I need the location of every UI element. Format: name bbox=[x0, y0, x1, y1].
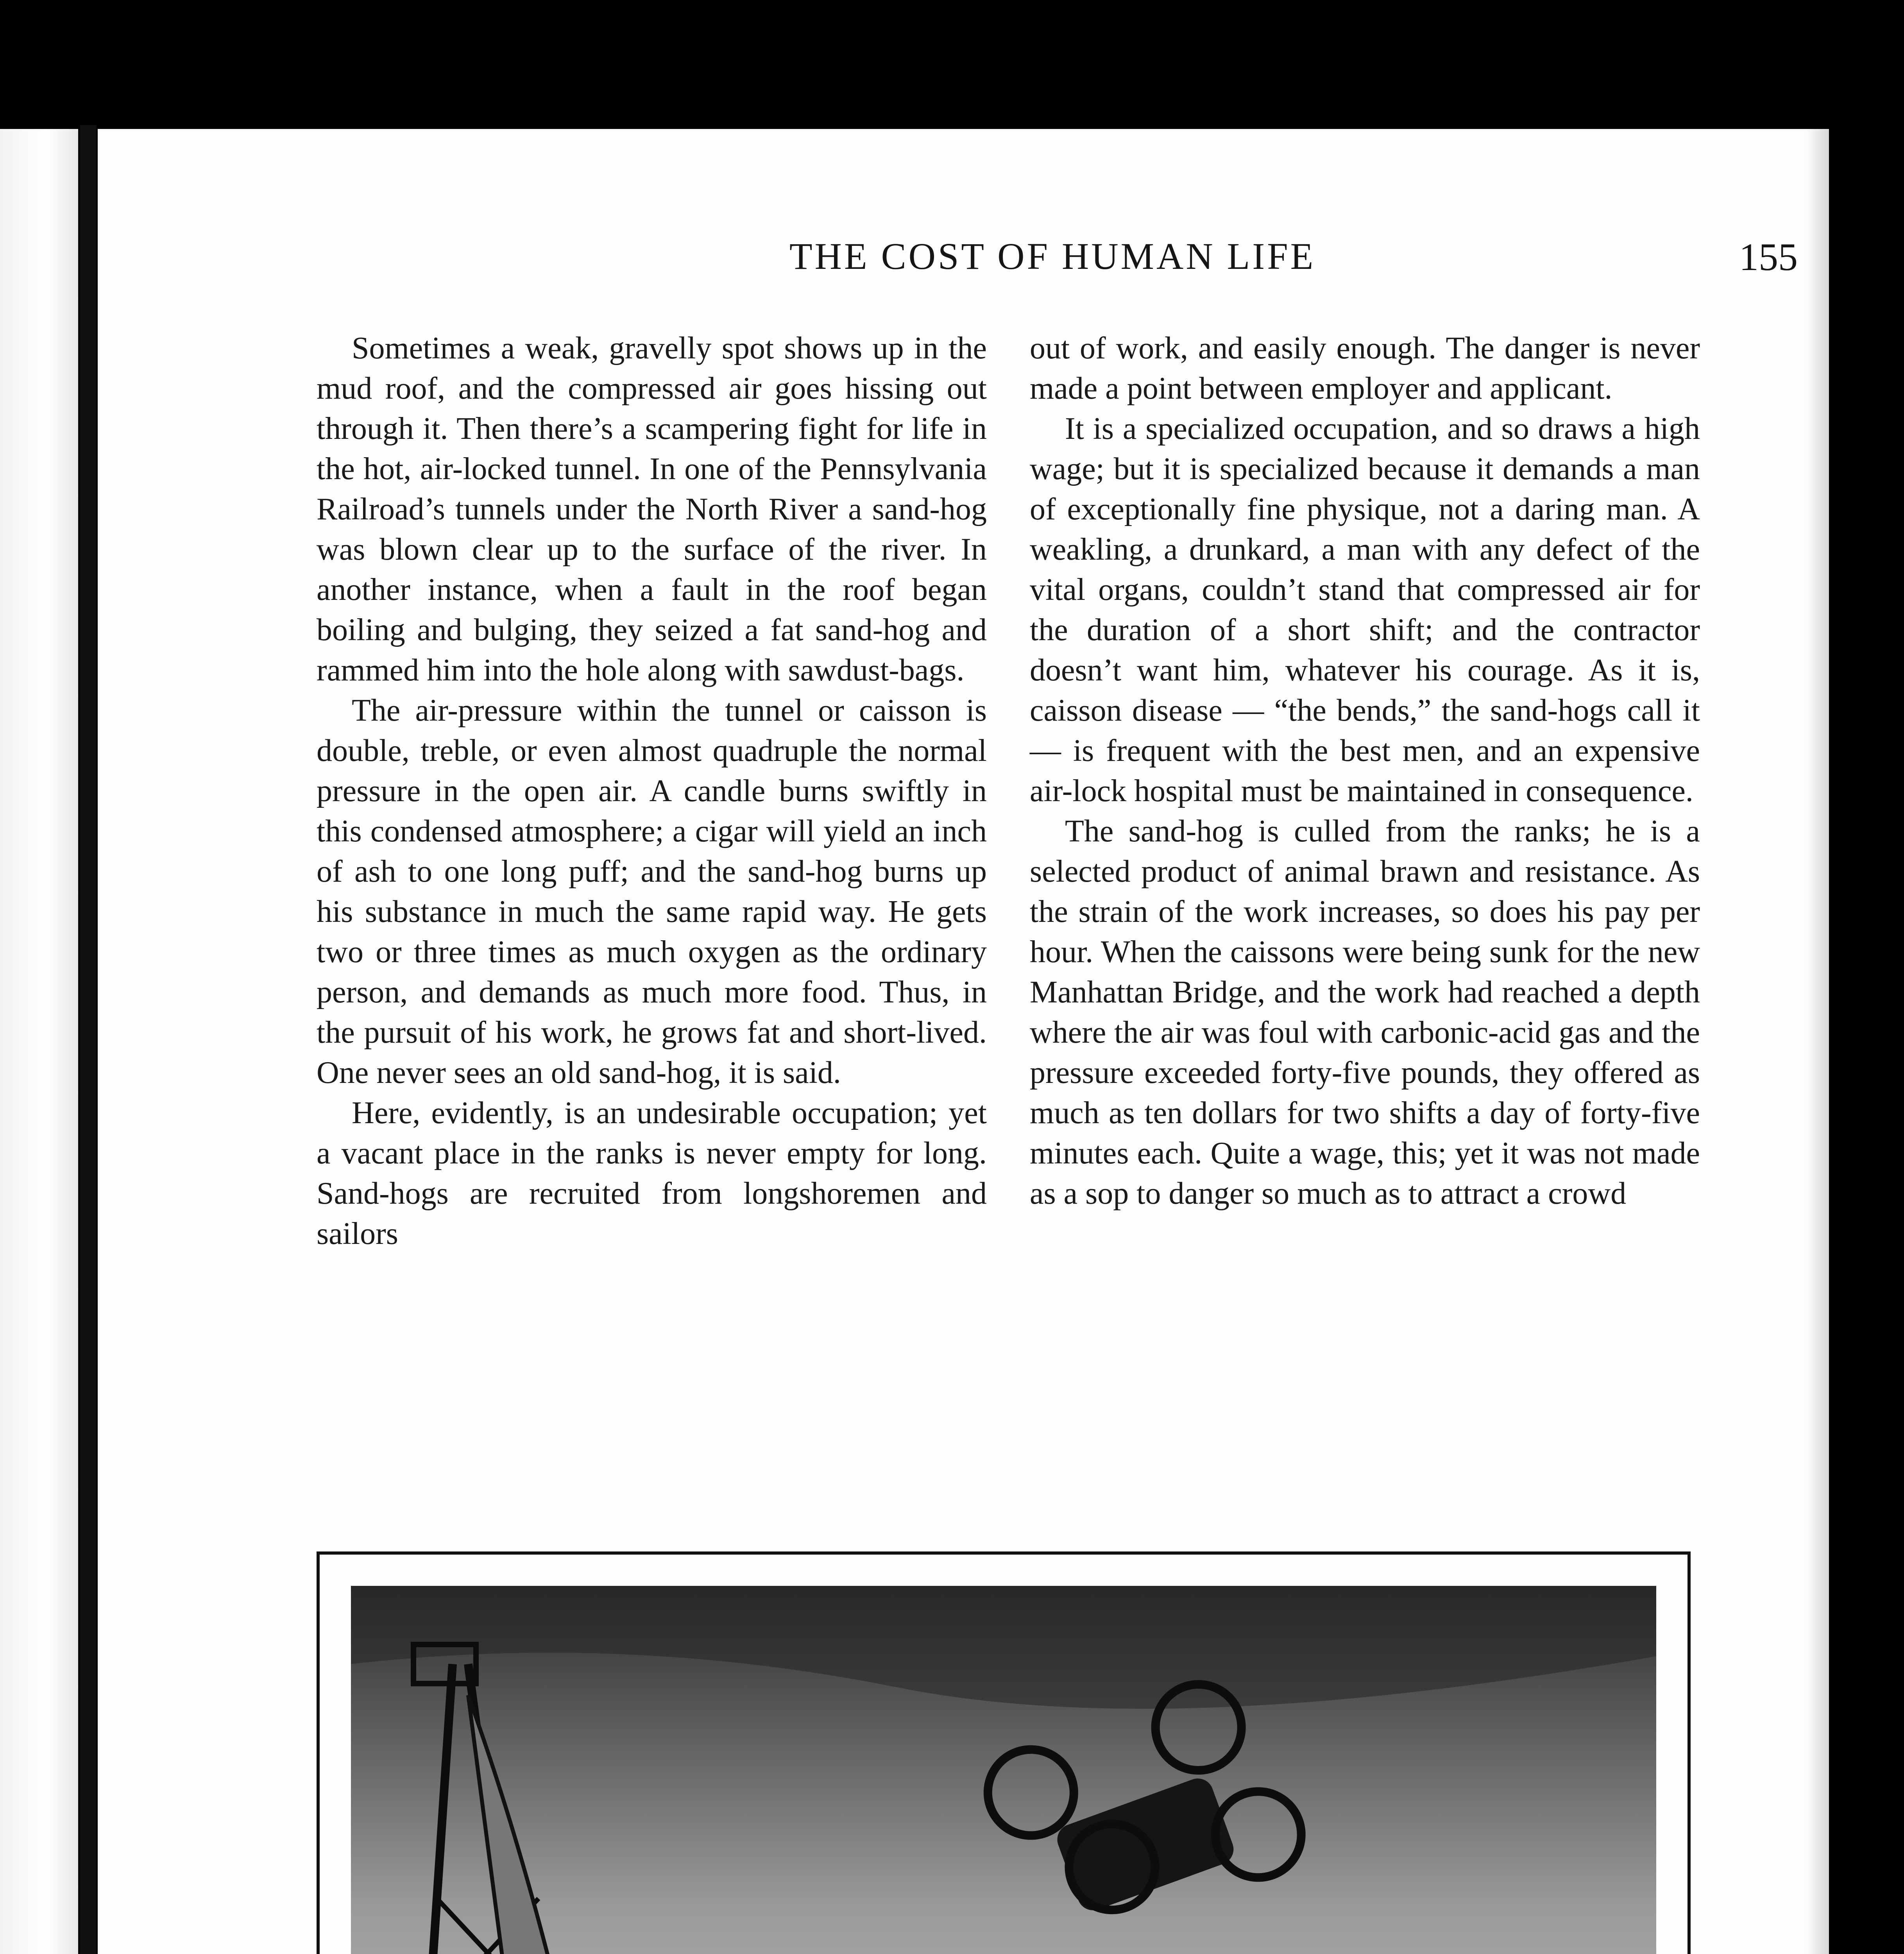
running-title: THE COST OF HUMAN LIFE bbox=[789, 235, 1316, 277]
paragraph: It is a specialized occupation, and so draws a high wage; but it is specialized because it demands a man of exceptionally fine physique, not a daring man. A weakling, a drunkard, a man with any defect of the vital organs, couldn’t stand that compressed air for the duration of a short shift; and the contractor doesn’t want him, whatever his courage. As it is, caisson disease — “the bends,” the sand-hogs call it — is frequent with the best men, and an expensive air-lock hospital must be maintained in consequence. bbox=[1030, 412, 1700, 808]
book-gutter bbox=[80, 125, 97, 1954]
text-column-right bbox=[1030, 328, 1700, 1665]
page-edge-shadow bbox=[1806, 129, 1829, 1954]
paragraph: Here, evidently, is an undesirable occupation; yet a vacant place in the ranks is never empty for long. Sand-hogs are recruited from longshoremen and sailors bbox=[317, 1096, 987, 1251]
text-column-left bbox=[317, 328, 987, 1665]
photo-illustration bbox=[351, 1586, 1656, 1954]
paragraph: The sand-hog is culled from the ranks; he is a selected product of animal brawn and resistance. As the strain of the work increases, so does his pay per hour. When the caissons were being sunk for the new Manhattan Bridge, and the work had reached a depth where the air was foul with carbonic-acid gas and the pressure exceeded forty-five pounds, they offered as much as ten dollars for two shifts a day of forty-five minutes each. Quite a wage, this; yet it was not made as a sop to danger so much as to attract a crowd bbox=[1030, 814, 1700, 1211]
magazine-page bbox=[98, 129, 1829, 1954]
paragraph: The air-pressure within the tunnel or caisson is double, treble, or even almost quadruple the normal pressure in the open air. A candle burns swiftly in this condensed atmosphere; a cigar will yield an inch of ash to one long puff; and the sand-hog burns up his substance in much the same rapid way. He gets two or three times as much oxygen as the ordinary person, and demands as much more food. Thus, in the pursuit of his work, he grows fat and short-lived. One never sees an old sand-hog, it is said. bbox=[317, 693, 987, 1090]
paragraph-continued: out of work, and easily enough. The danger is never made a point between employer and applicant. bbox=[1030, 331, 1700, 406]
running-head bbox=[301, 234, 1798, 289]
facing-page-edge bbox=[0, 129, 78, 1954]
dip-of-death-photo bbox=[351, 1586, 1656, 1954]
page-number: 155 bbox=[1739, 235, 1798, 279]
paragraph: Sometimes a weak, gravelly spot shows up in the mud roof, and the compressed air goes hissing out through it. Then there’s a scampering fight for life in the hot, air-locked tunnel. In one of the Pennsylvania Railroad’s tunnels under the North River a sand-hog was blown clear up to the surface of the river. In another instance, when a fault in the roof began boiling and bulging, they seized a fat sand-hog and rammed him into the hole along with sawdust-bags. bbox=[317, 331, 987, 687]
photo-frame bbox=[317, 1551, 1691, 1954]
